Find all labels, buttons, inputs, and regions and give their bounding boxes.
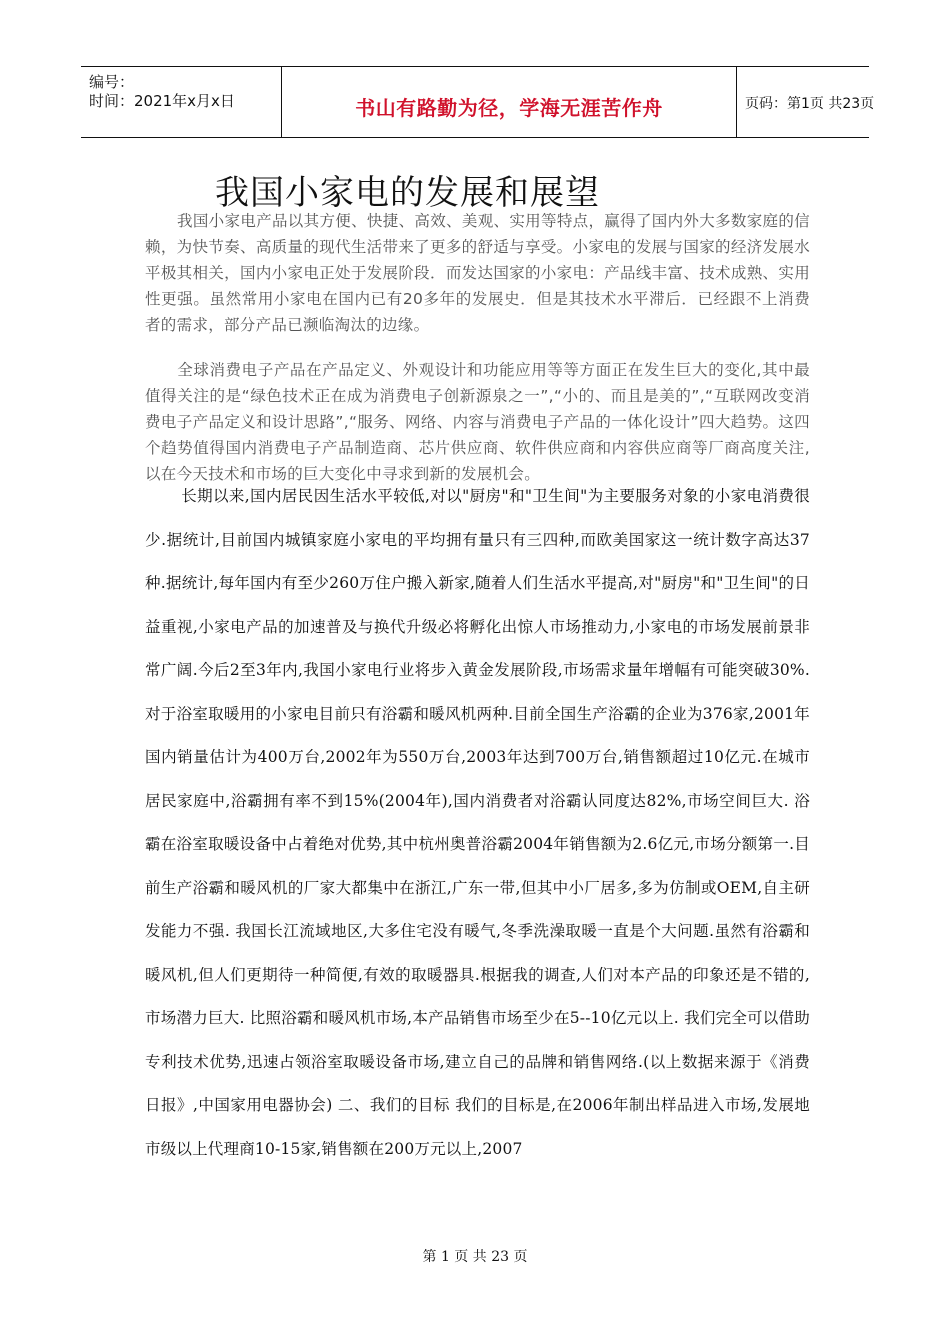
header-motto-cell [281, 67, 737, 137]
motto-text: 书山有路勤为径，学海无涯苦作舟 [355, 96, 663, 120]
header-meta-cell [81, 67, 281, 137]
header-page-cell [735, 67, 875, 137]
paragraph-trends [145, 357, 810, 487]
number-label: 编号： [89, 73, 135, 91]
page-footer: 第 1 页 共 23 页 [422, 1249, 528, 1265]
paragraph-1-text: 我国小家电产品以其方便、快捷、高效、美观、实用等特点，赢得了国内外大多数家庭的信赖，为快节奏、高质量的现代生活带来了更多的舒适与享受。小家电的发展与国家的经济发展水平极其相关，国内小家电正处于发展阶段．而发达国家的小家电：产品线丰富、技术成熟、实用性更强。虽然常用小家电在国内已有20多年的发展史．但是其技术水平滞后．已经跟不上消费者的需求，部分产品已濒临淘汰的边缘。 [145, 212, 810, 334]
paragraph-3-text: 长期以来,国内居民因生活水平较低,对以"厨房"和"卫生间"为主要服务对象的小家电消费很少.据统计,目前国内城镇家庭小家电的平均拥有量只有三四种,而欧美国家这一统计数字高达37种.据统计,每年国内有至少260万住户搬入新家,随着人们生活水平提高,对"厨房"和"卫生间"的日益重视,小家电产品的加速普及与换代升级必将孵化出惊人市场推动力,小家电的市场发展前景非常广阔.今后2至3年内,我国小家电行业将步入黄金发展阶段,市场需求量年增幅有可能突破30%. 对于浴室取暖用的小家电目前只有浴霸和暖风机两种.目前全国生产浴霸的企业为376家,2001年国内销量估计为400万台,2002年为550万台,2003年达到700万台,销售额超过10亿元.在城市居民家庭中,浴霸拥有率不到15%(2004年),国内消费者对浴霸认同度达82%,市场空间巨大. 浴霸在浴室取暖设备中占着绝对优势,其中杭州奥普浴霸2004年销售额为2.6亿元,市场分额第一.目前生产浴霸和暖风机的厂家大都集中在浙江,广东一带,但其中小厂居多,多为仿制或OEM,自主研发能力不强. 我国长江流域地区,大多住宅没有暖气,冬季洗澡取暖一直是个大问题.虽然有浴霸和暖风机,但人们更期待一种简便,有效的取暖器具.根据我的调查,人们对本产品的印象还是不错的,市场潜力巨大. 比照浴霸和暖风机市场,本产品销售市场至少在5--10亿元以上. 我们完全可以借助专利技术优势,迅速占领浴室取暖设备市场,建立自己的品牌和销售网络.(以上数据来源于《消费日报》,中国家用电器协会) 二、我们的目标 我们的目标是,在2006年制出样品进入市场,发展地市级以上代理商10-15家,销售额在200万元以上,2007 [145, 487, 810, 1158]
document-title: 我国小家电的发展和展望 [215, 173, 600, 213]
time-label: 时间：2021年x月x日 [89, 92, 235, 110]
page-info: 页码：第1页 共23页 [745, 96, 875, 112]
paragraph-2-text: 全球消费电子产品在产品定义、外观设计和功能应用等等方面正在发生巨大的变化,其中最值得关注的是“绿色技术正在成为消费电子创新源泉之一”,“小的、而且是美的”,“互联网改变消费电子产品定义和设计思路”,“服务、网络、内容与消费电子产品的一体化设计”四大趋势。这四个趋势值得国内消费电子产品制造商、芯片供应商、软件供应商和内容供应商等厂商高度关注,以在今天技术和市场的巨大变化中寻求到新的发展机会。 [145, 361, 810, 483]
paragraph-intro [145, 208, 810, 338]
paragraph-market [145, 475, 810, 1171]
header-table [81, 66, 875, 138]
